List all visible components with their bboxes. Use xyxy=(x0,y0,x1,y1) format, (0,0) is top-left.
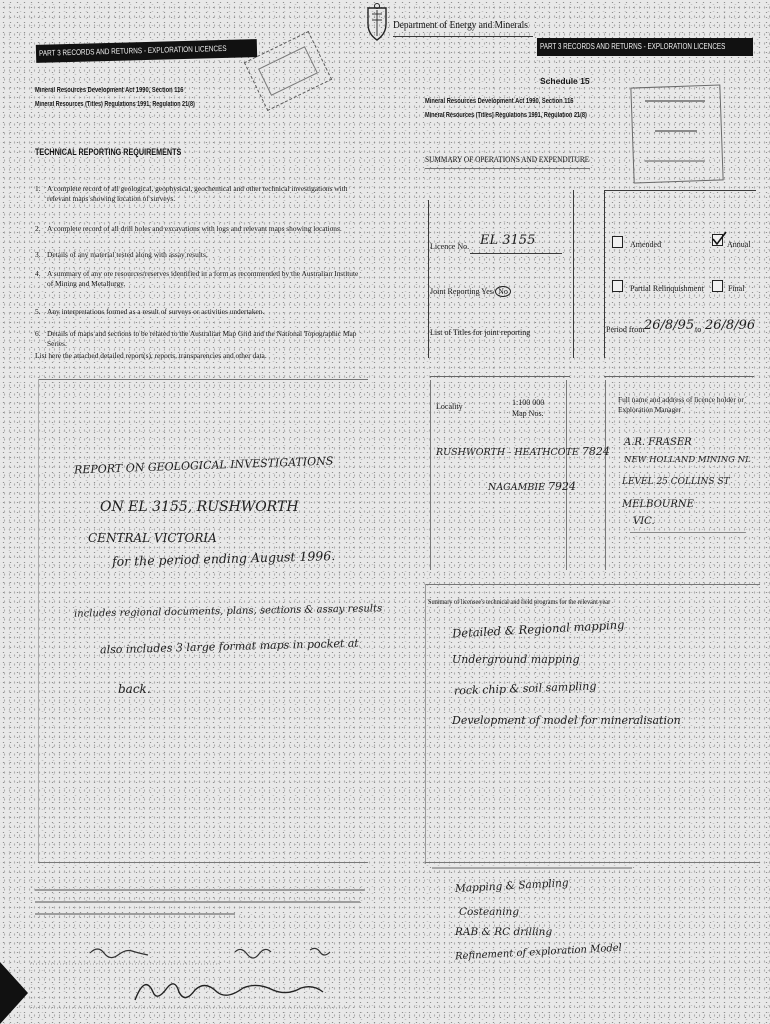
requirement-number: 4. xyxy=(35,269,41,278)
programs-label-text: Summary of licensee's technical and field programs for the relevant year xyxy=(428,597,611,606)
holder-line: LEVEL 25 COLLINS ST xyxy=(622,477,730,487)
joint-titles-label: List of Titles for joint reporting xyxy=(430,328,531,337)
requirement-number: 5. xyxy=(35,307,41,316)
report-type-checkbox xyxy=(712,280,723,292)
requirement-text: A complete record of all geological, geophysical, geochemical and other technical investigations with relevant maps showing location of surveys. xyxy=(47,184,348,203)
period-to-value: 26/8/96 xyxy=(705,318,756,333)
map-sheet-name: NAGAMBIE xyxy=(488,482,546,493)
form-line xyxy=(605,380,606,570)
expenditure-label-illegible xyxy=(432,867,632,869)
form-line xyxy=(573,190,574,358)
attachment-line: CENTRAL VICTORIA xyxy=(88,531,217,545)
programs-label xyxy=(428,597,642,606)
map-nos-label: Map Nos. xyxy=(512,409,544,418)
right-regulations-text: Mineral Resources (Titles) Regulations 1991, Regulation 21(8) xyxy=(425,112,587,119)
scan-corner-shadow xyxy=(0,962,28,1024)
attachment-line: REPORT ON GEOLOGICAL INVESTIGATIONS xyxy=(73,454,334,477)
program-item: Underground mapping xyxy=(452,653,580,666)
declaration-text-illegible xyxy=(35,913,235,915)
joint-reporting-yes: Yes/ xyxy=(481,287,496,296)
technical-requirements-title xyxy=(35,147,218,157)
attachments-box-left xyxy=(38,379,39,863)
holder-label: Full name and address of licence holder or Exploration Manager xyxy=(618,395,744,414)
period-from-value: 26/8/95 xyxy=(644,318,695,333)
requirement-text: Details of any material tested along with assay results. xyxy=(47,250,208,259)
expenditure-item: Mapping & Sampling xyxy=(454,877,569,895)
joint-reporting-label: Joint Reporting xyxy=(430,287,480,296)
requirement-number: 3. xyxy=(35,250,41,259)
form-line xyxy=(430,380,431,570)
requirement-number: 1. xyxy=(35,184,41,193)
summary-title-text: SUMMARY OF OPERATIONS AND EXPENDITURE xyxy=(425,154,590,164)
attachments-box-top xyxy=(38,379,368,380)
department-crest-icon xyxy=(362,2,392,44)
left-banner xyxy=(36,39,257,63)
requirement-number: 6. xyxy=(35,329,41,338)
report-type-label: Amended xyxy=(630,240,662,249)
summary-title xyxy=(425,154,616,164)
holder-line: NEW HOLLAND MINING NL xyxy=(624,455,751,465)
left-regulations-line xyxy=(35,101,240,108)
map-sheet-row xyxy=(436,445,610,458)
attachment-line: back. xyxy=(118,682,151,696)
report-type-label: Final xyxy=(728,284,745,293)
left-act-line xyxy=(35,87,216,94)
licence-value: EL 3155 xyxy=(480,233,536,248)
attachment-line: includes regional documents, plans, sections & assay results xyxy=(73,603,383,620)
attachments-box-bottom xyxy=(38,862,368,863)
joint-reporting-no-circled: No xyxy=(495,286,511,297)
right-banner-text: PART 3 RECORDS AND RETURNS - EXPLORATION LICENCES xyxy=(540,42,726,51)
licence-underline xyxy=(470,253,562,254)
map-scale-label: 1:100 000 xyxy=(512,398,545,407)
right-banner xyxy=(537,38,753,56)
period-to-label: to xyxy=(695,325,702,334)
form-line xyxy=(428,200,429,358)
left-regulations-text: Mineral Resources (Titles) Regulations 1991, Regulation 21(8) xyxy=(35,101,195,108)
attachment-line: for the period ending August 1996. xyxy=(111,548,336,569)
left-act-text: Mineral Resources Development Act 1990, Section 116 xyxy=(35,87,184,94)
form-line xyxy=(425,584,426,864)
department-underline xyxy=(393,36,533,37)
section-rule xyxy=(425,584,760,585)
stamp-text-illegible xyxy=(645,100,705,102)
program-item: Development of model for mineralisation xyxy=(452,714,681,727)
form-line xyxy=(430,376,570,377)
holder-underline xyxy=(630,532,745,533)
report-type-checkbox xyxy=(612,236,623,248)
section-rule xyxy=(425,862,760,863)
report-type-label: Annual xyxy=(727,240,751,249)
requirement-text: A summary of any ore resources/reserves identified in a form as recommended by the Australian Institute of Mining and Metallurgy. xyxy=(47,269,359,288)
report-type-checkbox xyxy=(712,234,723,246)
licence-label: Licence No. xyxy=(430,242,470,251)
form-line xyxy=(566,380,567,570)
signature-scribbles xyxy=(20,938,365,1018)
right-regulations-line xyxy=(425,112,630,119)
expenditure-item: Costeaning xyxy=(459,906,520,918)
holder-line: MELBOURNE xyxy=(622,499,694,510)
period-from-label: Period from xyxy=(606,325,645,334)
program-item: rock chip & soil sampling xyxy=(453,679,597,698)
declaration-text-illegible xyxy=(35,889,365,891)
map-sheet-row xyxy=(488,480,576,493)
stamp-text-illegible xyxy=(655,130,697,132)
joint-reporting-row xyxy=(430,287,511,296)
declaration-text-illegible xyxy=(35,901,360,903)
holder-line: A.R. FRASER xyxy=(624,437,692,448)
schedule-label: Schedule 15 xyxy=(540,76,590,86)
technical-requirements-title-text: TECHNICAL REPORTING REQUIREMENTS xyxy=(35,147,182,157)
expenditure-item: RAB & RC drilling xyxy=(455,926,553,938)
requirement-text: A complete record of all drill holes and excavations with logs and relevant maps showing locations. xyxy=(47,224,342,233)
locality-label: Locality xyxy=(436,402,463,411)
report-type-checkbox xyxy=(612,280,623,292)
map-sheet-number: 7824 xyxy=(581,445,610,458)
holder-line: VIC. xyxy=(633,516,655,527)
attachments-instruction: List here the attached detailed report(s), reports, transparencies and other data. xyxy=(35,351,267,360)
requirement-text: Any interpretations formed as a result of surveys or activities undertaken. xyxy=(47,307,265,316)
left-banner-text: PART 3 RECORDS AND RETURNS - EXPLORATION LICENCES xyxy=(38,43,227,58)
form-line xyxy=(604,190,605,358)
requirement-number: 2. xyxy=(35,224,41,233)
attachment-line: also includes 3 large format maps in pocket at xyxy=(99,636,359,657)
requirement-text: Details of maps and sections to be related to the Australian Map Grid and the National Topographic Map Series. xyxy=(47,329,357,348)
form-line xyxy=(604,376,754,377)
department-name-text: Department of Energy and Minerals xyxy=(393,19,528,31)
right-act-line xyxy=(425,98,606,105)
right-act-text: Mineral Resources Development Act 1990, Section 116 xyxy=(425,98,574,105)
report-type-label: Partial Relinquishment xyxy=(630,284,704,293)
expenditure-item: Refinement of exploration Model xyxy=(454,942,623,963)
summary-title-rule xyxy=(425,168,590,169)
stamp-text-illegible xyxy=(645,160,705,162)
map-sheet-name: RUSHWORTH - HEATHCOTE xyxy=(436,447,579,458)
form-line xyxy=(604,190,756,191)
attachment-line: ON EL 3155, RUSHWORTH xyxy=(100,499,299,515)
department-name xyxy=(393,19,552,31)
map-sheet-number: 7924 xyxy=(548,480,577,493)
program-item: Detailed & Regional mapping xyxy=(451,617,625,641)
